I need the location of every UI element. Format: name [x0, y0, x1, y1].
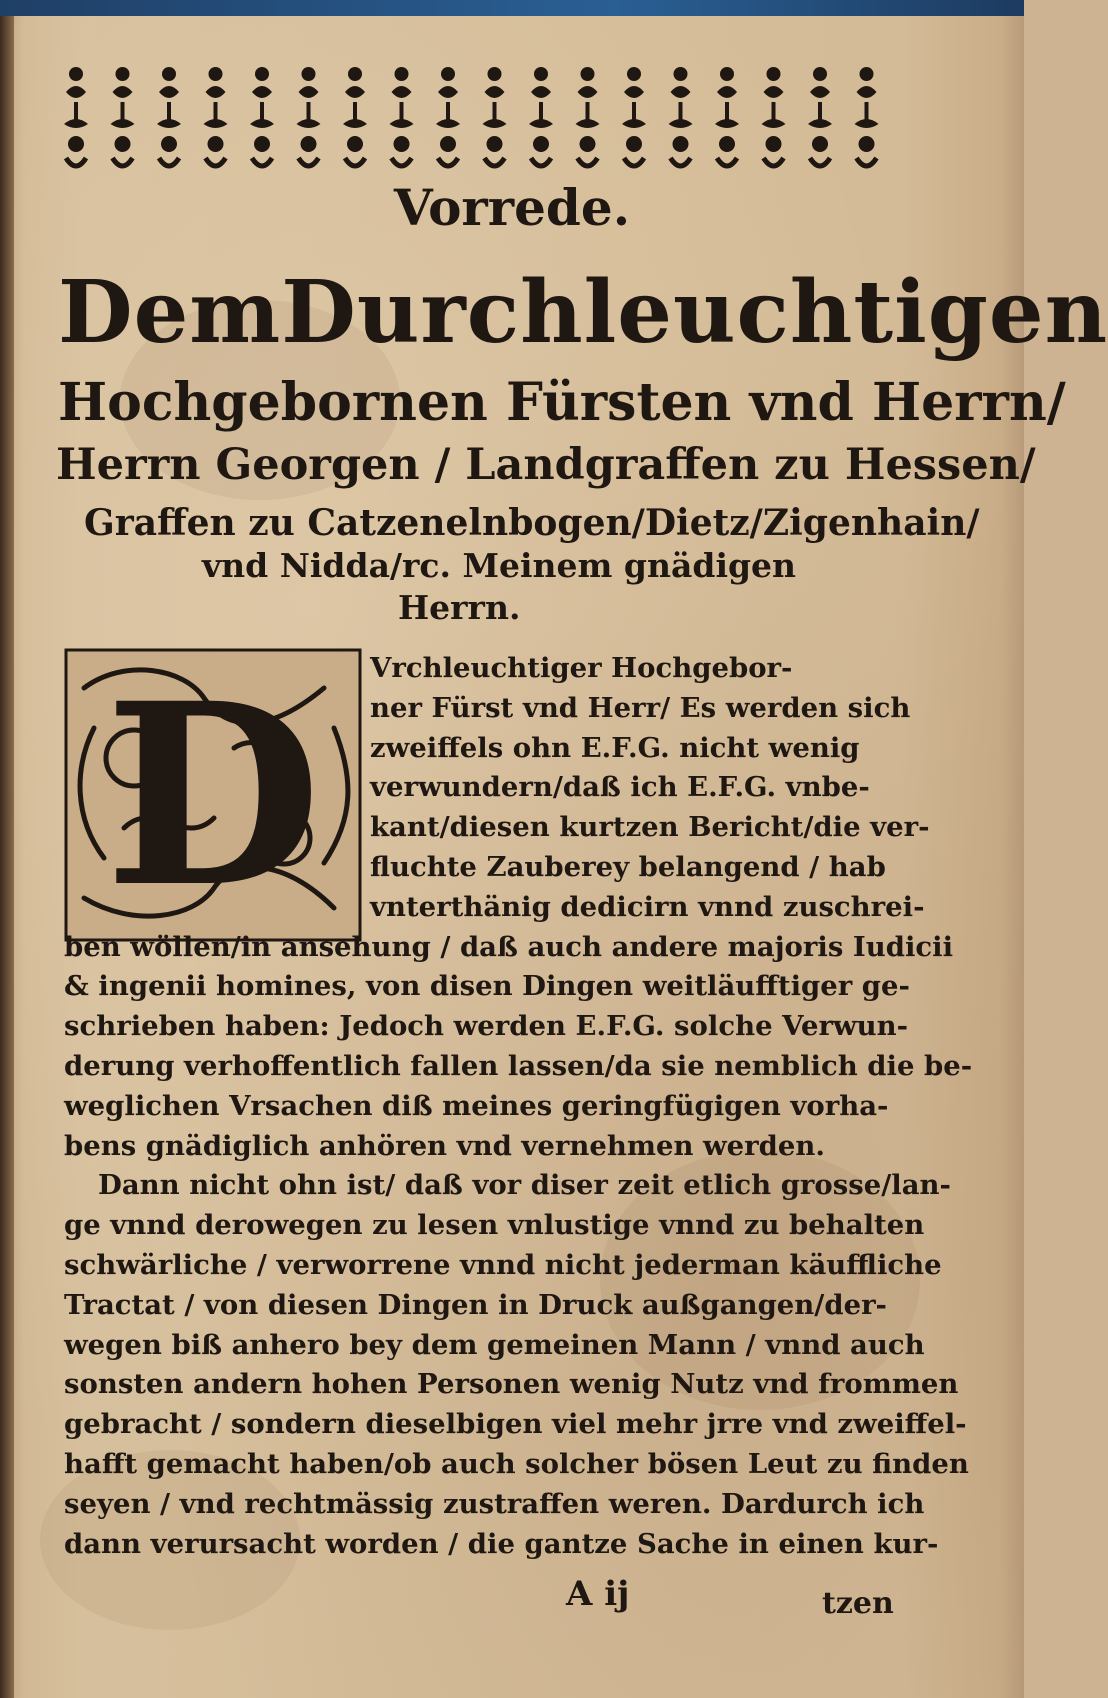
body-line: kant/diesen kurtzen Bericht/die ver-	[370, 811, 930, 844]
body-line: derung verhoffentlich fallen lassen/da sie nemblich die be-	[64, 1050, 973, 1082]
body-line: gebracht / sondern dieselbigen viel mehr jrre vnd zweiffel-	[64, 1408, 967, 1441]
body-line: & ingenii homines, von disen Dingen weitläufftiger ge-	[64, 970, 910, 1003]
dedication-word-durchleuchtigen: Durchleuchtigen	[281, 262, 1108, 363]
scan-top-strip	[0, 0, 1024, 16]
body-line: ge vnnd derowegen zu lesen vnlustige vnnd zu behalten	[64, 1209, 925, 1242]
ornament-flower-icon	[669, 67, 693, 166]
body-line: ben wöllen/in ansehung / daß auch andere majoris Iudicii	[64, 930, 954, 963]
body-line: dann verursacht worden / die gantze Sache in einen kur-	[64, 1527, 939, 1560]
ornament-flower-icon	[622, 67, 646, 166]
ornament-flower-icon	[157, 67, 181, 166]
ornament-flower-icon	[250, 67, 274, 166]
body-line: schrieben haben: Jedoch werden E.F.G. solche Verwun-	[64, 1010, 909, 1043]
ornament-flower-icon	[483, 67, 507, 166]
ornament-flower-icon	[204, 67, 228, 166]
ornament-flower-icon	[576, 67, 600, 166]
body-line: sonsten andern hohen Personen wenig Nutz vnd frommen	[64, 1368, 959, 1401]
dedication-line-4: vnd Nidda/rc. Meinem gnädigen	[202, 546, 797, 585]
initial-letter: D	[104, 648, 322, 942]
body-line: Tractat / von diesen Dingen in Druck außgangen/der-	[64, 1288, 887, 1321]
ornament-flower-icon	[64, 67, 88, 166]
ornament-flower-icon	[111, 67, 135, 166]
ornament-flower-icon	[529, 67, 553, 166]
signature-mark: A ij	[566, 1574, 630, 1614]
section-heading: Vorrede.	[393, 178, 631, 237]
book-spine-edge	[0, 16, 14, 1698]
dedication-line-2: Herrn Georgen / Landgraffen zu Hessen/	[56, 440, 1036, 490]
body-line: seyen / vnd rechtmässig zustraffen weren. Dardurch ich	[64, 1487, 925, 1520]
ornament-flower-icon	[390, 67, 414, 166]
body-line: vnterthänig dedicirn vnnd zuschrei-	[370, 890, 925, 923]
body-line: verwundern/daß ich E.F.G. vnbe-	[370, 771, 870, 804]
body-line: zweiffels ohn E.F.G. nicht wenig	[370, 731, 860, 764]
body-line: Vrchleuchtiger Hochgebor-	[370, 652, 793, 684]
ornament-flower-icon	[808, 67, 832, 166]
dedication-line-1: Hochgebornen Fürsten vnd Herrn/	[58, 372, 1066, 433]
body-line: wegen biß anhero bey dem gemeinen Mann / vnnd auch	[64, 1328, 925, 1361]
ornament-flower-icon	[436, 67, 460, 166]
ornament-flower-icon	[762, 67, 786, 166]
dedication-word-dem: Dem	[58, 262, 282, 363]
ornament-flower-icon	[343, 67, 367, 166]
floral-ornament-row-icon	[58, 62, 878, 177]
ornament-flower-icon	[715, 67, 739, 166]
ornament-flower-icon	[855, 67, 879, 166]
body-line: hafft gemacht haben/ob auch solcher bösen Leut zu finden	[64, 1448, 969, 1480]
dedication-first-line	[58, 262, 1108, 363]
body-line: weglichen Vrsachen diß meines geringfügigen vorha-	[64, 1089, 889, 1122]
body-line: Dann nicht ohn ist/ daß vor diser zeit etlich grosse/lan-	[98, 1169, 951, 1202]
catchword: tzen	[822, 1586, 894, 1621]
body-line: bens gnädiglich anhören vnd vernehmen werden.	[64, 1129, 825, 1162]
body-line: fluchte Zauberey belangend / hab	[370, 851, 886, 883]
dedication-line-5: Herrn.	[398, 588, 521, 627]
ornament-flower-icon	[297, 67, 321, 166]
body-line: schwärliche / verworrene vnnd nicht jederman käuffliche	[64, 1249, 942, 1281]
dedication-line-3: Graffen zu Catzenelnbogen/Dietz/Zigenhain/	[84, 502, 980, 544]
body-line: ner Fürst vnd Herr/ Es werden sich	[370, 691, 911, 724]
decorated-initial-icon	[64, 648, 362, 942]
